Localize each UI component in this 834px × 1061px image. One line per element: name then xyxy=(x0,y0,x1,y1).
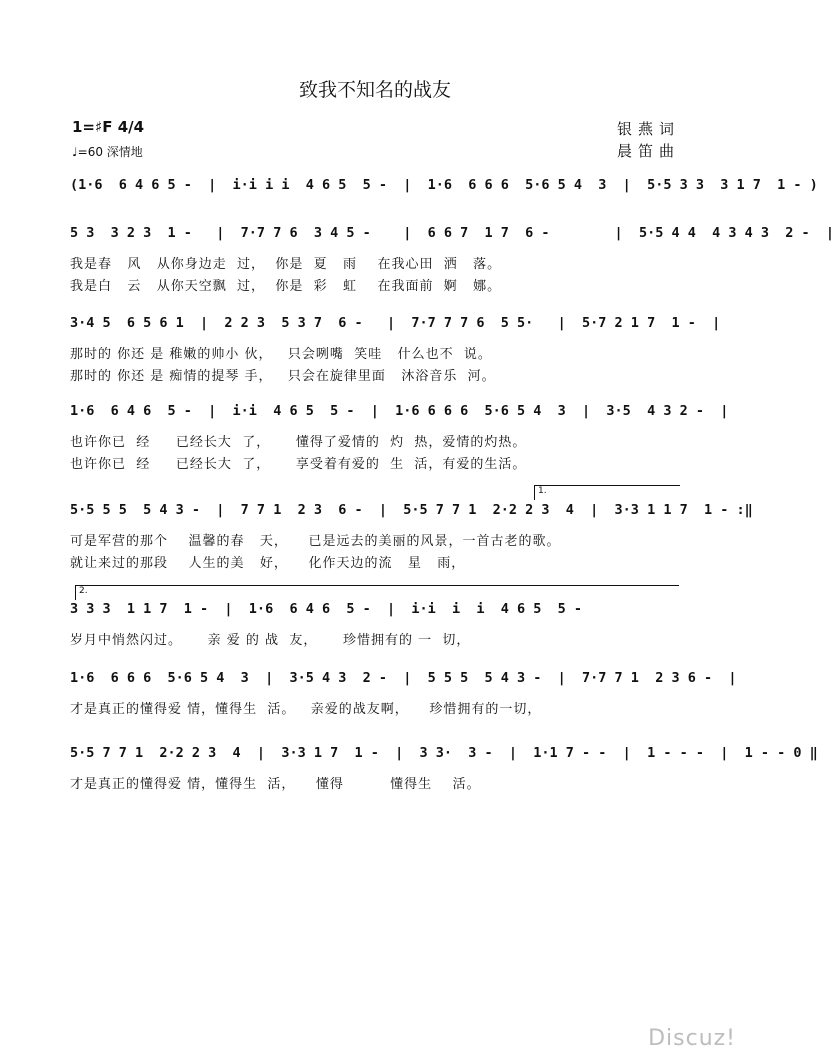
lyric-line: 那时的 你还 是 稚嫩的帅小 伙， 只会咧嘴 笑哇 什么也不 说。 xyxy=(70,347,492,362)
score-row xyxy=(60,601,682,671)
lyric-line: 也许你已 经 已经长大 了， 享受着有爱的 生 活，有爱的生活。 xyxy=(70,457,527,472)
notation-line: (1·6 6 4 6 5 - | i·i i i 4 6 5 5 - | 1·6 6 6 6 5·6 5 4 3 | 5·5 3 3 3 1 7 1 - ) xyxy=(70,177,818,193)
lyric-line: 可是军营的那个 温馨的春 天， 已是远去的美丽的风景，一首古老的歌。 xyxy=(70,534,561,549)
key-signature: 1=♯F 4/4 xyxy=(72,118,145,136)
watermark-logo: Discuz! xyxy=(648,1026,736,1051)
lyric-line: 才是真正的懂得爱 情，懂得生 活， 懂得 懂得生 活。 xyxy=(70,777,481,792)
notation-line: 5·5 5 5 5 4 3 - | 7 7 1 2 3 6 - | 5·5 7 7 1 2·2 2 3 4 | 3·3 1 1 7 1 - :‖ xyxy=(70,502,753,518)
notation-line: 3·4 5 6 5 6 1 | 2 2 3 5 3 7 6 - | 7·7 7 7 6 5 5· | 5·7 2 1 7 1 - | xyxy=(70,315,721,331)
first-ending-bracket: 1. xyxy=(534,485,680,500)
lyricist-credit: 银燕词 xyxy=(616,120,680,138)
notation-line: 1·6 6 4 6 5 - | i·i 4 6 5 5 - | 1·6 6 6 6 5·6 5 4 3 | 3·5 4 3 2 - | xyxy=(70,403,729,419)
lyric-line: 我是春 风 从你身边走 过， 你是 夏 雨 在我心田 洒 落。 xyxy=(70,257,502,272)
score-row xyxy=(60,670,737,740)
notation-line: 1·6 6 6 6 5·6 5 4 3 | 3·5 4 3 2 - | 5 5 5 5 4 3 - | 7·7 7 1 2 3 6 - | xyxy=(70,670,737,686)
lyric-line: 那时的 你还 是 痴情的提琴 手， 只会在旋律里面 沐浴音乐 河。 xyxy=(70,369,496,384)
notation-line: 5·5 7 7 1 2·2 2 3 4 | 3·3 1 7 1 - | 3 3· 3 - | 1·1 7 - - | 1 - - - | 1 - - 0 ‖ xyxy=(70,745,818,761)
notation-line: 3 3 3 1 1 7 1 - | 1·6 6 4 6 5 - | i·i i i 4 6 5 5 - xyxy=(70,601,583,617)
score-row xyxy=(60,403,729,473)
notation-line: 5 3 3 2 3 1 - | 7·7 7 6 3 4 5 - | 6 6 7 1 7 6 - | 5·5 4 4 4 3 4 3 2 - | xyxy=(70,225,834,241)
score-row xyxy=(60,745,818,815)
score-row xyxy=(60,502,753,572)
lyric-line: 岁月中悄然闪过。 亲 爱 的 战 友， 珍惜拥有的 一 切， xyxy=(70,633,471,648)
composer-credit: 晨笛曲 xyxy=(616,142,680,160)
score-row xyxy=(60,315,721,385)
song-title: 致我不知名的战友 xyxy=(298,79,451,101)
lyric-line: 我是白 云 从你天空飘 过， 你是 彩 虹 在我面前 婀 娜。 xyxy=(70,279,502,294)
tempo-marking: ♩=60 深情地 xyxy=(72,145,143,159)
second-ending-bracket: 2. xyxy=(75,585,679,600)
lyric-line: 才是真正的懂得爱 情，懂得生 活。 亲爱的战友啊， 珍惜拥有的一切， xyxy=(70,702,542,717)
lyric-line: 就让来过的那段 人生的美 好， 化作天边的流 星 雨， xyxy=(70,556,466,571)
lyric-line: 也许你已 经 已经长大 了， 懂得了爱情的 灼 热，爱情的灼热。 xyxy=(70,435,527,450)
score-row xyxy=(60,225,834,295)
